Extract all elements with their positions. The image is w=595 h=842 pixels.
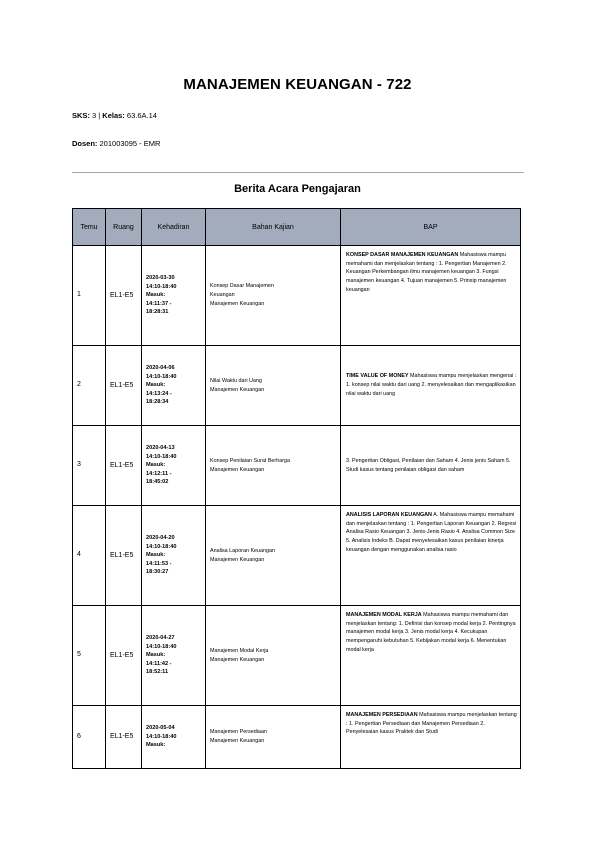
cell-ruang: EL1-E5 <box>106 606 142 706</box>
cell-bahan-kajian <box>206 426 341 506</box>
attendance-date: 2020-04-13 <box>146 445 175 452</box>
attendance-date: 2020-04-06 <box>146 365 175 372</box>
cell-temu: 1 <box>73 246 106 346</box>
cell-kehadiran <box>142 506 206 606</box>
attendance-out: 18:52:11 <box>146 669 169 676</box>
header-bap: BAP <box>341 209 521 246</box>
cell-kehadiran <box>142 346 206 426</box>
topic-line: Manajemen Modal Kerja <box>210 647 269 654</box>
attendance-schedule: 14:10-18:40 <box>146 283 177 290</box>
cell-temu: 6 <box>73 706 106 769</box>
attendance-out: 18:28:34 <box>146 399 169 406</box>
attendance-out: 18:45:02 <box>146 479 169 486</box>
table-row <box>73 346 521 426</box>
attendance-schedule: 14:10-18:40 <box>146 543 177 550</box>
table-row <box>73 506 521 606</box>
attendance-out: 18:30:27 <box>146 569 169 576</box>
cell-ruang: EL1-E5 <box>106 426 142 506</box>
cell-temu: 4 <box>73 506 106 606</box>
cell-kehadiran <box>142 706 206 769</box>
cell-kehadiran <box>142 426 206 506</box>
cell-bap <box>341 706 521 769</box>
cell-kehadiran <box>142 606 206 706</box>
attendance-schedule: 14:10-18:40 <box>146 733 177 740</box>
attendance-schedule: 14:10-18:40 <box>146 643 177 650</box>
sks-value: 3 | <box>89 111 103 120</box>
cell-kehadiran <box>142 246 206 346</box>
lecturer-meta <box>72 139 160 148</box>
bap-text: A. Mahasiswa mampu memahami dan menjelaskan tentang : 1. Pengertian Laporan Keuangan 2. Regresi Analisa Rasio Keuangan 3. Jenis-Jenis Rasio 4. Analisa Common Size 5. Analisis Indeks B. Dapat menyelesaikan kasus penilaian kinerja keuangan dengan menggunakan analisa rasio <box>346 512 517 553</box>
cell-bap <box>341 506 521 606</box>
header-kehadiran: Kehadiran <box>142 209 206 246</box>
topic-line: Manajemen Keuangan <box>210 301 265 307</box>
cell-bap <box>341 606 521 706</box>
attendance-schedule: 14:10-18:40 <box>146 453 177 460</box>
divider <box>72 172 524 173</box>
header-bahan-kajian: Bahan Kajian <box>206 209 341 246</box>
topic-line: Konsep Dasar Manajemen <box>210 283 274 289</box>
attendance-in: 14:11:37 - <box>146 300 172 307</box>
topic-line: Manajemen Keuangan <box>210 738 265 744</box>
topic-line: Manajemen Keuangan <box>210 386 265 393</box>
page-title: MANAJEMEN KEUANGAN - 722 <box>183 76 412 93</box>
cell-temu: 3 <box>73 426 106 506</box>
attendance-schedule: 14:10-18:40 <box>146 373 177 380</box>
bap-text: Mahasiswa mampu memahami dan menjelaskan tentang: 1. Definisi dan konsep modal kerja 2. Pentingnya manajemen modal kerja 3. Jenis modal kerja 4. Kecukupan mempengaruhi kebutuhan 5. Kebijakan modal kerja 6. Menentukan modal kerja <box>346 612 516 653</box>
bap-text: Mahasiswa mampu menjelaskan tentang : 1. Pengertian Persediaan dan Manajemen Persediaan 2. Penyelesaian kasus Praktek dan Studi <box>346 712 517 736</box>
cell-ruang: EL1-E5 <box>106 706 142 769</box>
cell-bahan-kajian <box>206 706 341 769</box>
topic-line: Nilai Waktu dari Uang <box>210 377 262 384</box>
bap-heading: ANALISIS LAPORAN KEUANGAN <box>346 512 432 518</box>
cell-temu: 2 <box>73 346 106 426</box>
dosen-label: Dosen: <box>72 139 98 148</box>
kelas-value: 63.6A.14 <box>124 111 157 120</box>
dosen-value: 201003095 - EMR <box>97 139 161 148</box>
teaching-record-table <box>72 208 521 769</box>
attendance-out: 18:28:31 <box>146 309 169 316</box>
attendance-label: Masuk: <box>146 462 166 469</box>
table-row <box>73 426 521 506</box>
kelas-label: Kelas: <box>102 111 125 120</box>
topic-line: Keuangan <box>210 292 235 298</box>
table-row <box>73 706 521 769</box>
header-temu: Temu <box>73 209 106 246</box>
attendance-date: 2020-04-27 <box>146 635 175 642</box>
topic-line: Analisa Laporan Keuangan <box>210 547 276 554</box>
attendance-label: Masuk: <box>146 552 166 559</box>
cell-temu: 5 <box>73 606 106 706</box>
attendance-label: Masuk: <box>146 292 166 299</box>
attendance-label: Masuk: <box>146 382 166 389</box>
topic-line: Manajemen Keuangan <box>210 556 265 563</box>
cell-bahan-kajian <box>206 246 341 346</box>
attendance-label: Masuk: <box>146 652 166 659</box>
attendance-date: 2020-05-04 <box>146 725 175 732</box>
topic-line: Manajemen Persediaan <box>210 729 267 735</box>
bap-heading: KONSEP DASAR MANAJEMEN KEUANGAN <box>346 252 459 258</box>
topic-line: Manajemen Keuangan <box>210 656 265 663</box>
cell-bap <box>341 426 521 506</box>
topic-line: Manajemen Keuangan <box>210 466 265 473</box>
table-header-row <box>73 209 521 246</box>
bap-heading: TIME VALUE OF MONEY <box>346 373 409 380</box>
header-ruang: Ruang <box>106 209 142 246</box>
section-title: Berita Acara Pengajaran <box>234 183 361 195</box>
topic-line: Konsep Penilaian Surat Berharga <box>210 457 291 464</box>
attendance-in: 14:13:24 - <box>146 390 172 397</box>
cell-ruang: EL1-E5 <box>106 506 142 606</box>
cell-bahan-kajian <box>206 506 341 606</box>
attendance-in: 14:11:53 - <box>146 560 172 567</box>
cell-ruang: EL1-E5 <box>106 346 142 426</box>
course-meta <box>72 111 157 120</box>
cell-ruang: EL1-E5 <box>106 246 142 346</box>
attendance-label: Masuk: <box>146 742 166 749</box>
cell-bap <box>341 346 521 426</box>
cell-bahan-kajian <box>206 346 341 426</box>
bap-text: Mahasiswa mampu memahami dan menjelaskan tentang : 1. Pengertian Manajemen 2. Keuangan Perkembangan ilmu manajemen keuangan 3. Fungsi manajemen keuangan 4. Tujuan manajemen 5. Prinsip manajemen keuangan <box>346 252 507 293</box>
table-row <box>73 606 521 706</box>
bap-heading: MANAJEMEN MODAL KERJA <box>346 612 422 618</box>
bap-text: Mahasiswa mampu menjelaskan mengenai : 1. konsep nilai waktu dari uang 2. menyelesaikan dan mengaplikasikan nilai waktu dari uang <box>346 373 517 397</box>
attendance-in: 14:12:11 - <box>146 470 172 477</box>
cell-bahan-kajian <box>206 606 341 706</box>
attendance-date: 2020-03-30 <box>146 275 175 282</box>
table-row <box>73 246 521 346</box>
bap-heading: MANAJEMEN PERSEDIAAN <box>346 712 418 718</box>
attendance-in: 14:11:42 - <box>146 660 172 667</box>
attendance-date: 2020-04-20 <box>146 535 175 542</box>
bap-text: 3. Pengertian Obligasi, Penilaian dan Saham 4. Jenis jenis Saham 5. Studi kasus tentang penilaian obligasi dan saham <box>346 457 511 473</box>
sks-label: SKS: <box>72 111 90 120</box>
cell-bap <box>341 246 521 346</box>
